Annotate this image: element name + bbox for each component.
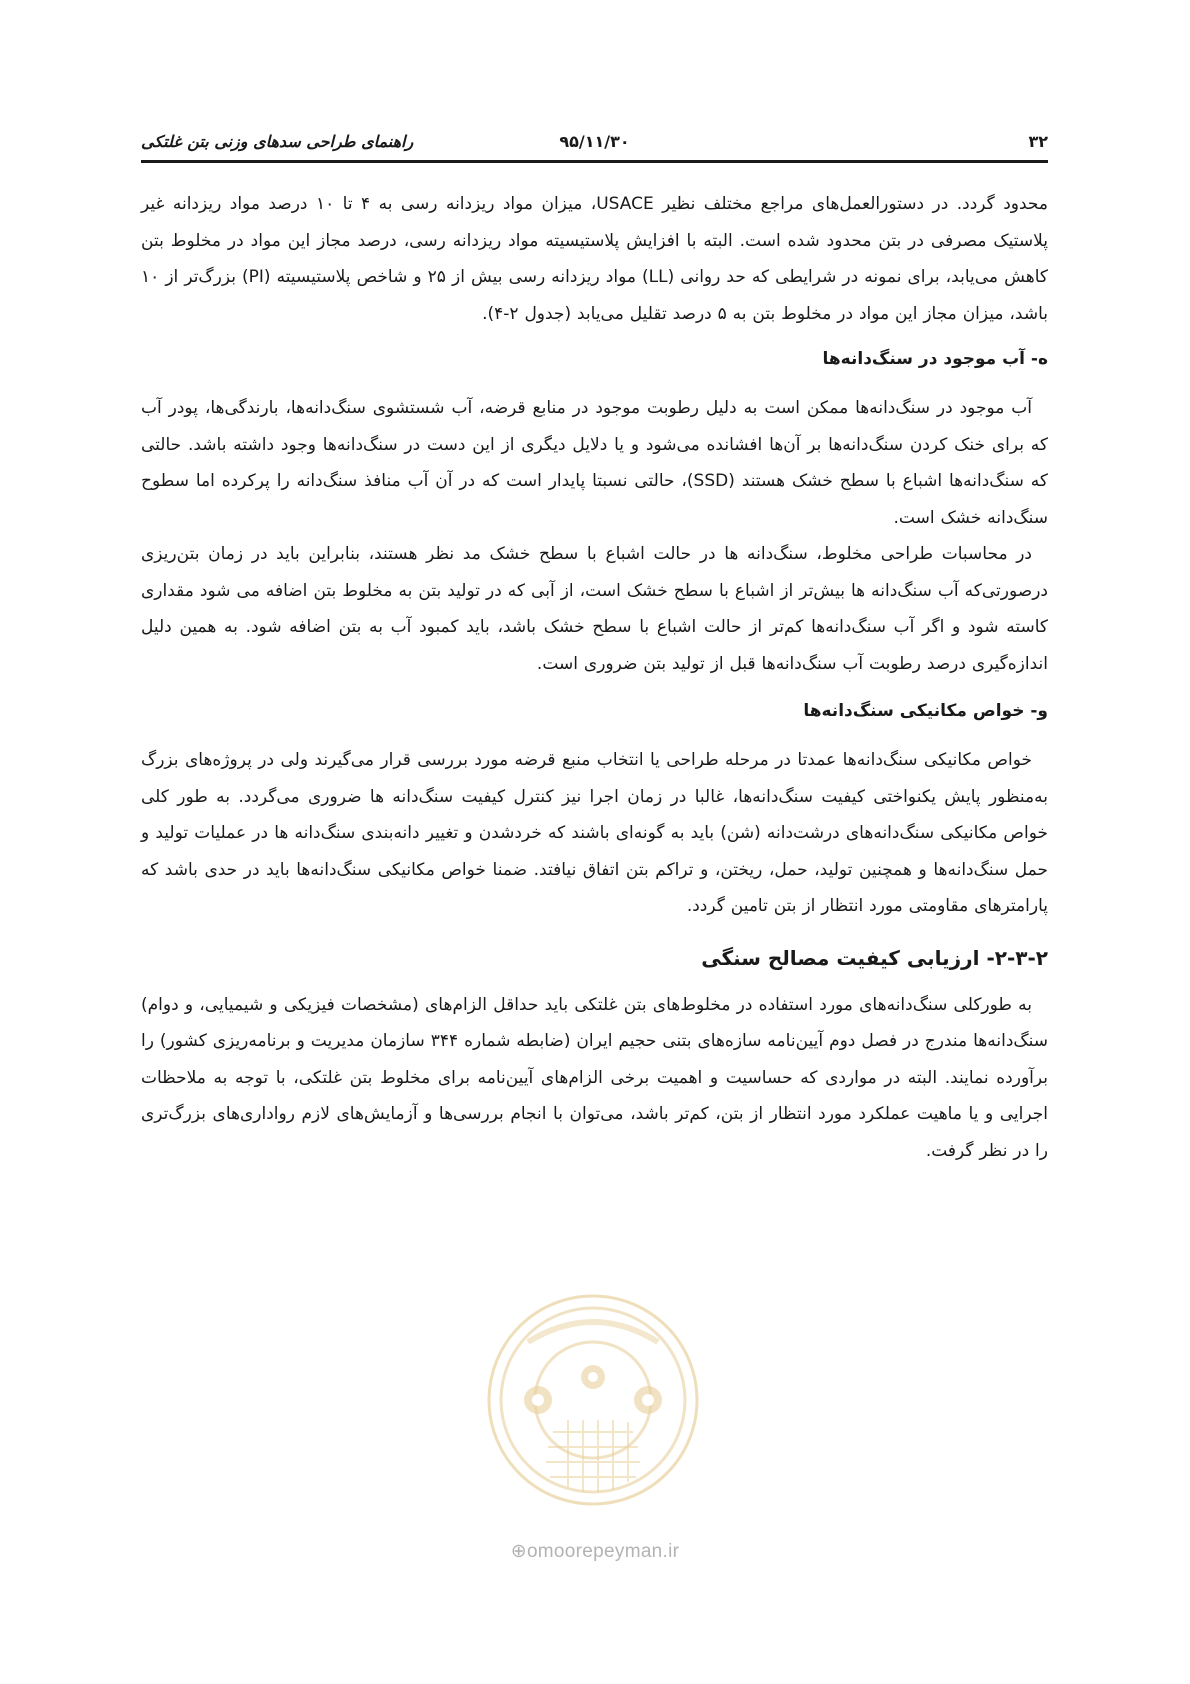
section-heading-quality-assessment: ۲-۳-۲- ارزیابی کیفیت مصالح سنگی <box>701 945 1048 970</box>
paragraph-quality-assessment: به طورکلی سنگ‌دانه‌های مورد استفاده در مخلوط‌های بتن غلتکی باید حداقل الزام‌های (مشخصات فیزیکی و شیمیایی، و دوام) سنگ‌دانه‌ها مندرج در فصل دوم آیین‌نامه سازه‌های بتنی حجیم ایران (ضابطه شماره ۳۴۴ سازمان مدیریت و برنامه‌ریزی کشور) را برآورده نمایند. البته در مواردی که حساسیت و اهمیت برخی الزام‌های آیین‌نامه برای مخلوط بتن غلتکی، با توجه به ملاحظات اجرایی و یا ماهیت عملکرد مورد انتظار از بتن، کم‌تر باشد، می‌توان با انجام بررسی‌ها و آزمایش‌های لازم رواداری‌های بزرگ‌تری را در نظر گرفت. <box>141 994 1048 1161</box>
watermark-url: ⊕omoorepeyman.ir <box>510 1541 680 1562</box>
paragraph-aggregate-water: آب موجود در سنگ‌دانه‌ها ممکن است به دلیل رطوبت موجود در منابع قرضه، آب شستشوی سنگ‌دانه‌ها، بارندگی‌ها، پودر آب که برای خنک کردن سنگ‌دانه‌ها بر آن‌ها افشانده می‌شود و یا دلایل دیگری از این دست در سنگ‌دانه‌ها وجود داشته باشد. حالتی که سنگ‌دانه‌ها اشباع با سطح خشک هستند (SSD)، حالتی نسبتا پایدار است که در آن آب منافذ سنگ‌دانه را پرکرده اما سطوح سنگ‌دانه خشک است. <box>141 398 1048 528</box>
subheading-mechanical-properties: و- خواص مکانیکی سنگ‌دانه‌ها <box>803 701 1048 721</box>
watermark-seal <box>468 1282 718 1512</box>
paragraph-fines-limit: محدود گردد. در دستورالعمل‌های مراجع مختلف نظیر USACE، میزان مواد ریزدانه رسی به ۴ تا ۱۰ درصد مواد ریزدانه غیر پلاستیک مصرفی در بتن محدود شده است. البته با افزایش پلاستیسیته مواد ریزدانه رسی، درصد مجاز این مواد در مخلوط بتن کاهش می‌یابد، برای نمونه در شرایطی که حد روانی (LL) مواد ریزدانه رسی بیش از ۲۵ و شاخص پلاستیسیته (PI) بزرگ‌تر از ۱۰ باشد، میزان مجاز این مواد در مخلوط بتن به ۵ درصد تقلیل می‌یابد (جدول ۲-۴). <box>141 194 1048 324</box>
running-header <box>141 126 1048 163</box>
document-title: راهنمای طراحی سدهای وزنی بتن غلتکی <box>141 132 414 151</box>
paragraph-mechanical-properties: خواص مکانیکی سنگ‌دانه‌ها عمدتا در مرحله طراحی یا انتخاب منبع قرضه مورد بررسی قرار می‌گیرند ولی در پروژه‌های بزرگ به‌منظور پایش یکنواختی کیفیت سنگ‌دانه‌ها، غالبا در زمان اجرا نیز کنترل کیفیت سنگ‌دانه ها ضروری می‌گردد. به طور کلی خواص مکانیکی سنگ‌دانه‌های درشت‌دانه (شن) باید به گونه‌ای باشند که خردشدن و تغییر دانه‌بندی سنگ‌دانه ها در عملیات تولید و حمل سنگ‌دانه‌ها و همچنین تولید، حمل، ریختن، و تراکم بتن اتفاق نیافتد. ضمنا خواص مکانیکی سنگ‌دانه‌ها باید در حدی باشد که پارامترهای مقاومتی مورد انتظار از بتن تامین گردد. <box>141 750 1048 916</box>
paragraph-mix-design-moisture: در محاسبات طراحی مخلوط، سنگ‌دانه ها در حالت اشباع با سطح خشک مد نظر هستند، بنابراین باید در زمان بتن‌ریزی درصورتی‌که آب سنگ‌دانه ها بیش‌تر از اشباع با سطح خشک است، از آبی که در تولید بتن به مخلوط بتن اضافه می شود مقداری کاسته شود و اگر آب سنگ‌دانه‌ها کم‌تر از حالت اشباع با سطح خشک باشد، باید کمبود آب به بتن اضافه شود. به همین دلیل اندازه‌گیری درصد رطوبت آب سنگ‌دانه‌ها قبل از تولید بتن ضروری است. <box>141 544 1048 674</box>
header-date: ۹۵/۱۱/۳۰ <box>559 132 630 151</box>
watermark-globe-icon: ⊕ <box>510 1541 527 1562</box>
page-number: ۳۲ <box>1028 132 1048 151</box>
page-body <box>141 186 1048 1169</box>
subheading-aggregate-water: ه- آب موجود در سنگ‌دانه‌ها <box>822 349 1048 369</box>
